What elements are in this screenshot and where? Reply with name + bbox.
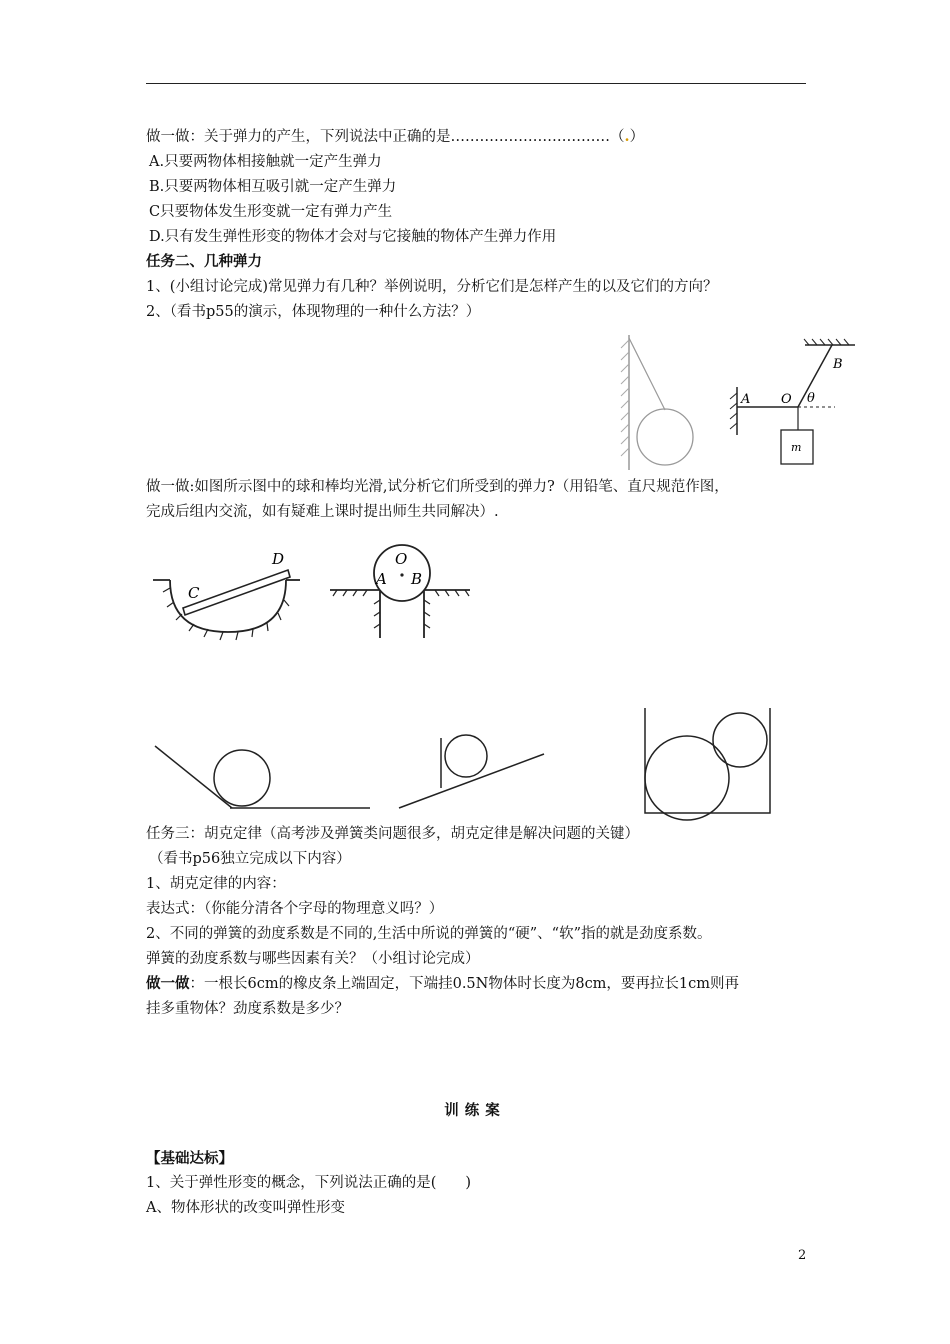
- svg-text:A: A: [741, 392, 751, 407]
- rod-in-bowl-diagram: [148, 540, 308, 645]
- task3-doit-line2: 挂多重物体？劲度系数是多少？: [146, 1001, 349, 1017]
- rod-mass-diagram: [725, 335, 870, 470]
- answer-mark: .: [624, 128, 630, 145]
- task3-note: （看书p56独立完成以下内容）: [149, 851, 351, 867]
- ball-on-blocks-diagram: [325, 538, 475, 648]
- pendulum-wall-diagram: [615, 330, 705, 475]
- training-q1: 1、关于弹性形变的概念，下列说法正确的是( ): [146, 1175, 472, 1191]
- task2-item1: 1、(小组讨论完成)常见弹力有几种？举例说明，分析它们是怎样产生的以及它们的方向？: [146, 279, 718, 295]
- page-number: 2: [798, 1248, 807, 1263]
- svg-text:A: A: [376, 570, 387, 588]
- task3-item1: 1、胡克定律的内容：: [146, 876, 286, 892]
- svg-text:O: O: [781, 392, 792, 407]
- task3-item2-line1: 2、不同的弹簧的劲度系数是不同的,生活中所说的弹簧的“硬”、“软”指的就是劲度系数。: [146, 926, 712, 942]
- q1-option-c: C只要物体发生形变就一定有弹力产生: [149, 204, 393, 220]
- ball-incline-diagram: [396, 730, 546, 812]
- task2-item2: 2、（看书p55的演示，体现物理的一种什么方法？）: [146, 304, 481, 320]
- svg-text:θ: θ: [807, 391, 815, 406]
- svg-text:B: B: [833, 357, 843, 372]
- task3-expression: 表达式：（你能分清各个字母的物理意义吗？）: [146, 901, 444, 917]
- svg-text:m: m: [791, 441, 802, 454]
- training-heading: 训练案: [444, 1102, 506, 1119]
- svg-text:C: C: [188, 584, 200, 602]
- ball-wedge-diagram: [150, 730, 375, 812]
- task3-item2-line2: 弹簧的劲度系数与哪些因素有关？（小组讨论完成）: [146, 951, 480, 967]
- task2-title: 任务二、几种弹力: [146, 254, 262, 270]
- training-q1-option-a: A、物体形状的改变叫弹性形变: [146, 1200, 345, 1216]
- task3-title: 任务三：胡克定律（高考涉及弹簧类问题很多，胡克定律是解决问题的关键）: [146, 826, 639, 842]
- task3-doit-line1: 做一做：一根长6cm的橡皮条上端固定，下端挂0.5N物体时长度为8cm，要再拉长1cm则再: [146, 976, 740, 992]
- doit2-line1: 做一做:如图所示图中的球和棒均光滑,试分析它们所受到的弹力?（用铅笔、直尺规范作图，: [146, 479, 729, 495]
- svg-text:O: O: [395, 550, 408, 568]
- q1-option-d: D.只有发生弹性形变的物体才会对与它接触的物体产生弹力作用: [149, 229, 557, 245]
- q1-stem: 做一做：关于弹力的产生，下列说法中正确的是……………………………（.）: [146, 128, 645, 145]
- svg-text:B: B: [411, 570, 423, 588]
- two-balls-container-diagram: [640, 705, 775, 817]
- basic-section-title: 【基础达标】: [146, 1151, 233, 1167]
- svg-text:D: D: [272, 550, 285, 568]
- header-rule: [146, 83, 806, 84]
- q1-option-a: A.只要两物体相接触就一定产生弹力: [149, 154, 382, 170]
- doit2-line2: 完成后组内交流，如有疑难上课时提出师生共同解决）.: [146, 504, 499, 520]
- q1-option-b: B.只要两物体相互吸引就一定产生弹力: [149, 179, 397, 195]
